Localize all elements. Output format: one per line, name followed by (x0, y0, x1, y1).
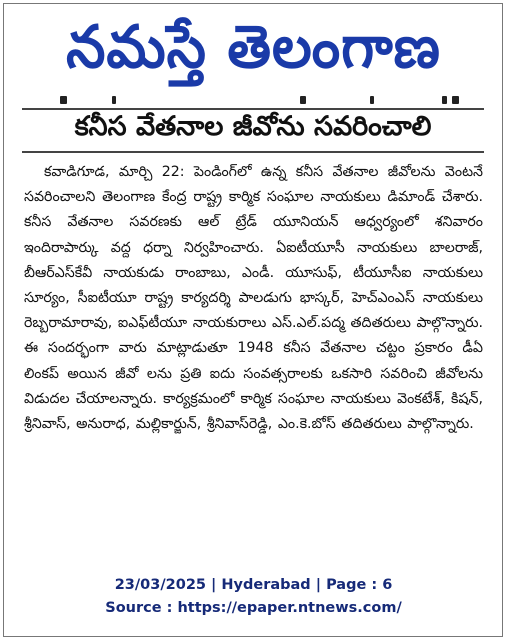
masthead-title: నమస్తే తెలంగాణ (66, 13, 441, 82)
clipping-dateline: 23/03/2025 | Hyderabad | Page : 6 (114, 577, 393, 593)
article-paragraph: కవాడిగూడ, మార్చి 22: పెండింగ్‌లో ఉన్న కనీస వేతనాల జీవోలను వెంటనే సవరించాలని తెలంగాణ కేంద్ర రాష్ట్ర కార్మిక సంఘాల నాయకులు డిమాండ్ చేశారు. కనీస వేతనాల సవరణకు ఆల్ ట్రేడ్ యూనియన్ ఆధ్వర్యంలో శనివారం ఇందిరాపార్కు వద్ద ధర్నా నిర్వహించారు. ఏఐటీయూసీ నాయకులు బాలరాజ్, బీఆర్‌ఎస్‌కేవీ నాయకుడు రాంబాబు, ఎండీ. యూసుఫ్, టీయూసీఐ నాయకులు సూర్యం, సీఐటీయూ రాష్ట్ర కార్యదర్శి పాలడుగు భాస్కర్, హెచ్‌ఎంఎస్ నాయకులు రెబ్బరామారావు, ఐఎఫ్‌టీయూ నాయకురాలు ఎస్.ఎల్.పద్మ తదితరులు పాల్గొన్నారు. ఈ సందర్భంగా వారు మాట్లాడుతూ 1948 కనీస వేతనాల చట్టం ప్రకారం డీఏ లింకప్ అయిన జీవో లను ప్రతి ఐదు సంవత్సరాలకు ఒకసారి సవరించి జీవోలను విడుదల చేయాలన్నారు. కార్యక్రమంలో కార్మిక సంఘాల నాయకులు వెంకటేశ్, కిషన్, శ్రీనివాస్, అనురాధ, మల్లికార్జున్, శ్రీనివాస్‌రెడ్డి, ఎం.కె.బోస్ తదితరులు పాల్గొన్నారు. (24, 164, 483, 433)
article-headline: కనీస వేతనాల జీవోను సవరించాలి (74, 111, 432, 142)
newspaper-masthead (0, 4, 507, 92)
clipping-source: Source : https://epaper.ntnews.com/ (105, 600, 402, 616)
article-body (24, 160, 483, 570)
clipped-text-fragment (22, 96, 477, 106)
headline-bottom-rule (22, 151, 484, 153)
